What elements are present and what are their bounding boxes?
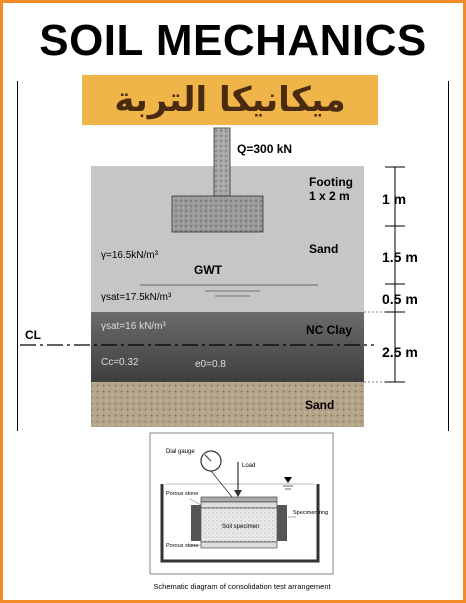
clay-label: NC Clay (306, 323, 353, 337)
clay-e0: e0=0.8 (195, 359, 226, 370)
depth-label-2: 0.5 m (382, 291, 418, 307)
specimen-ring-label: Specimen ring (293, 510, 329, 516)
clay-cc: Cc=0.32 (101, 357, 139, 368)
load-label: Q=300 kN (237, 142, 293, 156)
depth-label-3: 2.5 m (382, 344, 418, 360)
centerline-label: CL (25, 328, 41, 342)
porous-stone-top-label: Porous stone (166, 491, 199, 497)
figure-caption: Schematic diagram of consolidation test arrangement (153, 582, 331, 591)
depth-label-1: 1.5 m (382, 249, 418, 265)
footing-label: Footing (309, 175, 353, 189)
load-column-texture (214, 128, 230, 196)
specimen-ring-right (277, 505, 287, 541)
clay-gamma: γsat=16 kN/m³ (101, 321, 166, 332)
lower-sand-label: Sand (305, 398, 335, 412)
load-text-label: Load (242, 463, 256, 469)
upper-sand-gamma: γ=16.5kN/m³ (101, 250, 158, 261)
gwt-label: GWT (194, 263, 222, 277)
footing-size-label: 1 x 2 m (309, 189, 350, 203)
depth-label-0: 1 m (382, 191, 407, 207)
soil-specimen-label: Soil specimen (222, 524, 260, 530)
upper-sand-label: Sand (309, 242, 339, 256)
loading-plate (201, 497, 277, 502)
porous-stone-bottom-label: Porous stone (166, 543, 199, 549)
footing-texture (172, 196, 263, 232)
arabic-title-text: ميكانيكا التربة (114, 80, 346, 120)
page-title: SOIL MECHANICS (39, 16, 427, 65)
porous-stone-bottom-shape (201, 542, 277, 548)
saturated-sand-gamma: γsat=17.5kN/m³ (101, 292, 172, 303)
specimen-ring-left (191, 505, 201, 541)
porous-stone-top-shape (201, 502, 277, 508)
dial-gauge-label: Dial gauge (166, 449, 195, 455)
